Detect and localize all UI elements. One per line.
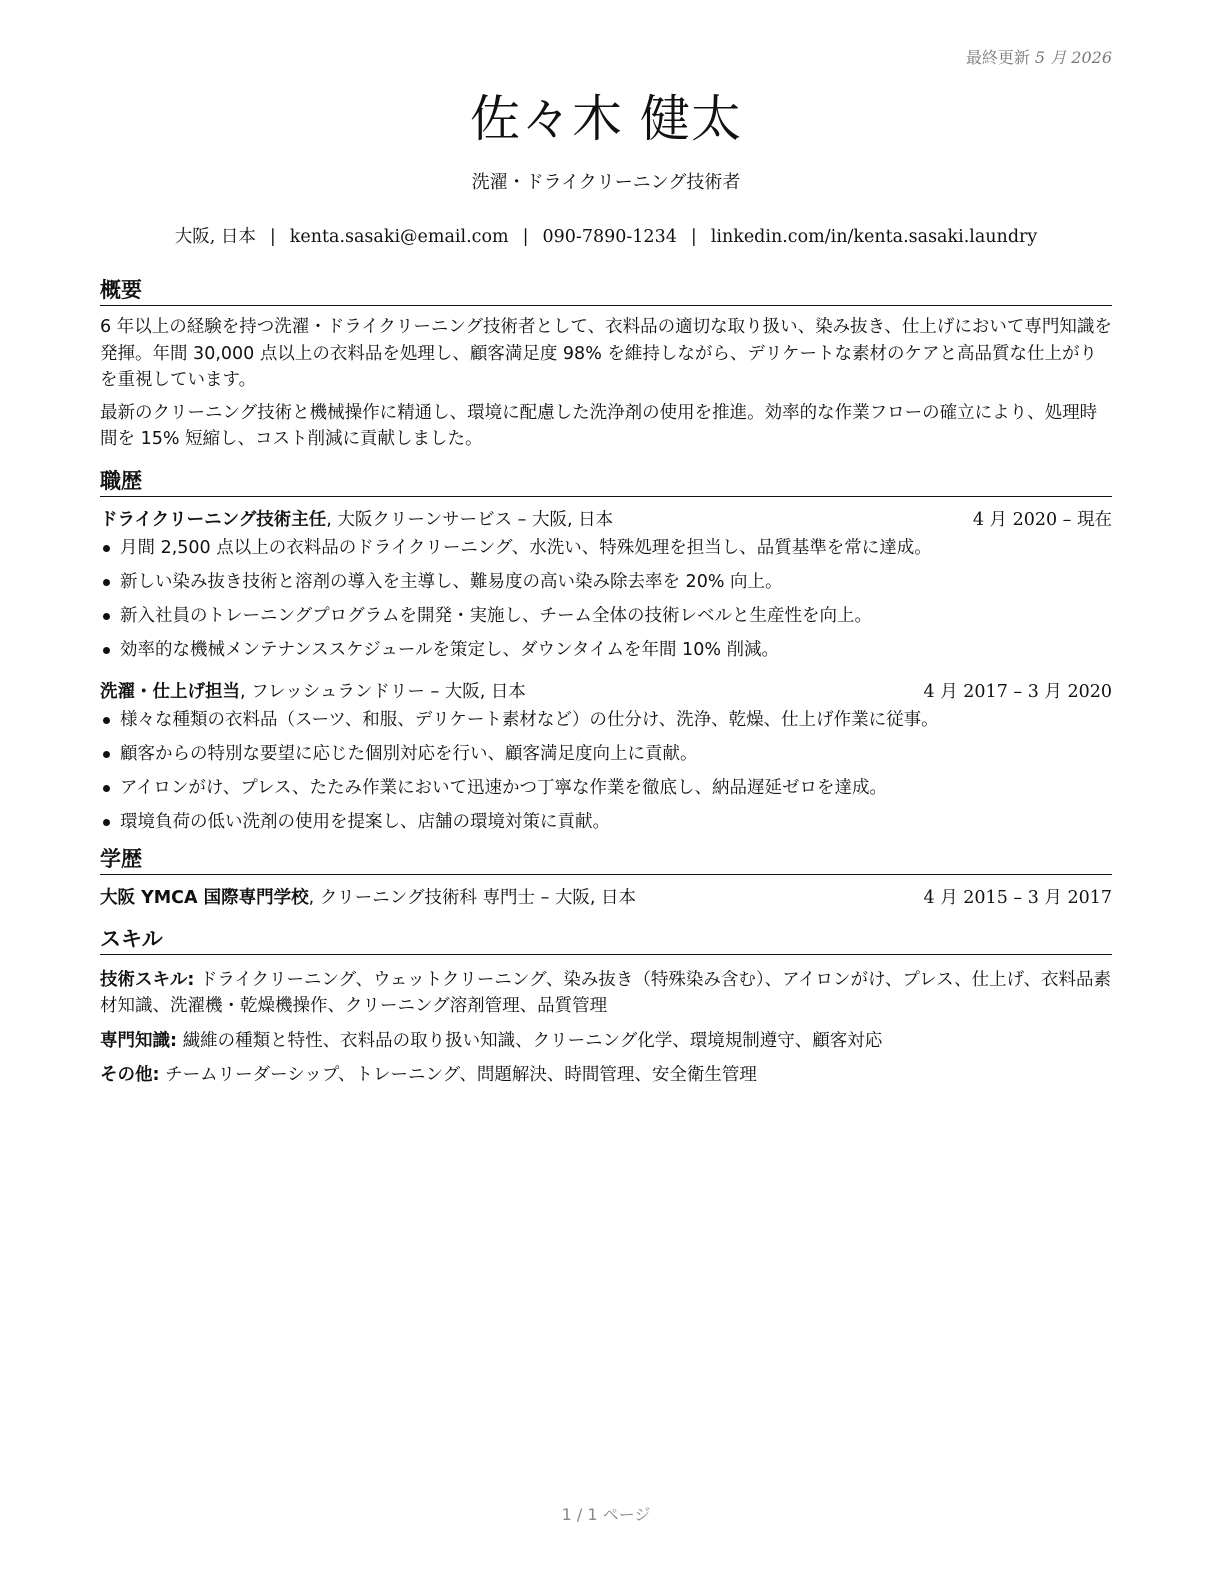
experience-section	[100, 467, 1112, 835]
resume-content	[100, 276, 1112, 1097]
education-entry: 大阪 YMCA 国際専門学校, クリーニング技術科 専門士 – 大阪, 日本 4 月 2015 – 3 月 2017	[100, 885, 1112, 911]
skill-label: 専門知識:	[100, 1030, 177, 1051]
job-title: 洗濯・仕上げ担当	[100, 681, 240, 702]
contact-line	[100, 225, 1112, 249]
contact-separator: |	[690, 227, 697, 247]
skill-text: チームリーダーシップ、トレーニング、問題解決、時間管理、安全衛生管理	[165, 1065, 757, 1085]
education-dates: 4 月 2015 – 3 月 2017	[923, 887, 1112, 908]
job-bullet: 顧客からの特別な要望に応じた個別対応を行い、顧客満足度向上に貢献。	[100, 741, 1112, 767]
contact-phone[interactable]: 090-7890-1234	[542, 227, 677, 247]
job-header: ドライクリーニング技術主任, 大阪クリーンサービス – 大阪, 日本 4 月 2020 – 現在	[100, 507, 1112, 533]
job-dates: 4 月 2017 – 3 月 2020	[923, 681, 1112, 702]
skill-label: その他:	[100, 1065, 160, 1085]
job-header: 洗濯・仕上げ担当, フレッシュランドリー – 大阪, 日本 4 月 2017 – 3 月 2020	[100, 679, 1112, 705]
job-bullet: 月間 2,500 点以上の衣料品のドライクリーニング、水洗い、特殊処理を担当し、品質基準を常に達成。	[100, 535, 1112, 561]
candidate-title: 洗濯・ドライクリーニング技術者	[471, 172, 741, 193]
skill-text: ドライクリーニング、ウェットクリーニング、染み抜き（特殊染み含む）、アイロンがけ、プレス、仕上げ、衣料品素材知識、洗濯機・乾燥機操作、クリーニング溶剤管理、品質管理	[100, 969, 1111, 1016]
contact-linkedin[interactable]: linkedin.com/in/kenta.sasaki.laundry	[710, 227, 1038, 247]
job-bullet: アイロンがけ、プレス、たたみ作業において迅速かつ丁寧な作業を徹底し、納品遅延ゼロを達成。	[100, 775, 1112, 801]
education-detail: クリーニング技術科 専門士 – 大阪, 日本	[319, 887, 637, 908]
job-entry	[100, 679, 1112, 835]
section-heading-education: 学歴	[100, 845, 1112, 875]
candidate-name: 佐々木 健太	[470, 90, 742, 148]
last-updated	[966, 45, 1112, 68]
page-indicator: 1 / 1 ページ	[561, 1505, 651, 1524]
job-dates: 4 月 2020 – 現在	[972, 509, 1112, 530]
skill-line	[100, 1062, 1112, 1089]
section-heading-summary: 概要	[100, 276, 1112, 306]
job-bullet: 環境負荷の低い洗剤の使用を提案し、店舗の環境対策に貢献。	[100, 809, 1112, 835]
skills-section	[100, 925, 1112, 1089]
job-bullet: 新しい染み抜き技術と溶剤の導入を主導し、難易度の高い染み除去率を 20% 向上。	[100, 569, 1112, 595]
job-bullet: 様々な種類の衣料品（スーツ、和服、デリケート素材など）の仕分け、洗浄、乾燥、仕上げ作業に従事。	[100, 707, 1112, 733]
skill-text: 繊維の種類と特性、衣料品の取り扱い知識、クリーニング化学、環境規制遵守、顧客対応	[182, 1030, 883, 1051]
education-school: 大阪 YMCA 国際専門学校	[100, 887, 309, 908]
job-title: ドライクリーニング技術主任	[100, 509, 327, 530]
resume-page	[100, 0, 1112, 1584]
last-updated-date: 5 月 2026	[1034, 48, 1112, 67]
job-bullets	[100, 535, 1112, 663]
job-bullets	[100, 707, 1112, 835]
skill-line	[100, 1028, 1112, 1055]
section-heading-experience: 職歴	[100, 467, 1112, 497]
job-company: 大阪クリーンサービス – 大阪, 日本	[337, 509, 614, 530]
summary-paragraph: 6 年以上の経験を持つ洗濯・ドライクリーニング技術者として、衣料品の適切な取り扱い、染み抜き、仕上げにおいて専門知識を発揮。年間 30,000 点以上の衣料品を処理し、顧客満足度 98% を維持しながら、デリケートな素材のケアと高品質な仕上がりを重視しています。	[100, 317, 1112, 390]
job-entry	[100, 507, 1112, 663]
last-updated-label: 最終更新	[965, 48, 1030, 67]
job-bullet: 効率的な機械メンテナンススケジュールを策定し、ダウンタイムを年間 10% 削減。	[100, 637, 1112, 663]
skill-label: 技術スキル:	[100, 969, 195, 990]
job-bullet: 新入社員のトレーニングプログラムを開発・実施し、チーム全体の技術レベルと生産性を向上。	[100, 603, 1112, 629]
contact-separator: |	[522, 227, 529, 247]
contact-email[interactable]: kenta.sasaki@email.com	[289, 227, 509, 247]
section-heading-skills: スキル	[100, 925, 1112, 955]
summary-paragraph: 最新のクリーニング技術と機械操作に精通し、環境に配慮した洗浄剤の使用を推進。効率的な作業フローの確立により、処理時間を 15% 短縮し、コスト削減に貢献しました。	[100, 402, 1098, 449]
summary-section	[100, 276, 1112, 453]
contact-location: 大阪, 日本	[174, 227, 256, 247]
skill-line	[100, 967, 1112, 1020]
job-company: フレッシュランドリー – 大阪, 日本	[251, 681, 526, 702]
contact-separator: |	[269, 227, 276, 247]
education-section	[100, 845, 1112, 911]
